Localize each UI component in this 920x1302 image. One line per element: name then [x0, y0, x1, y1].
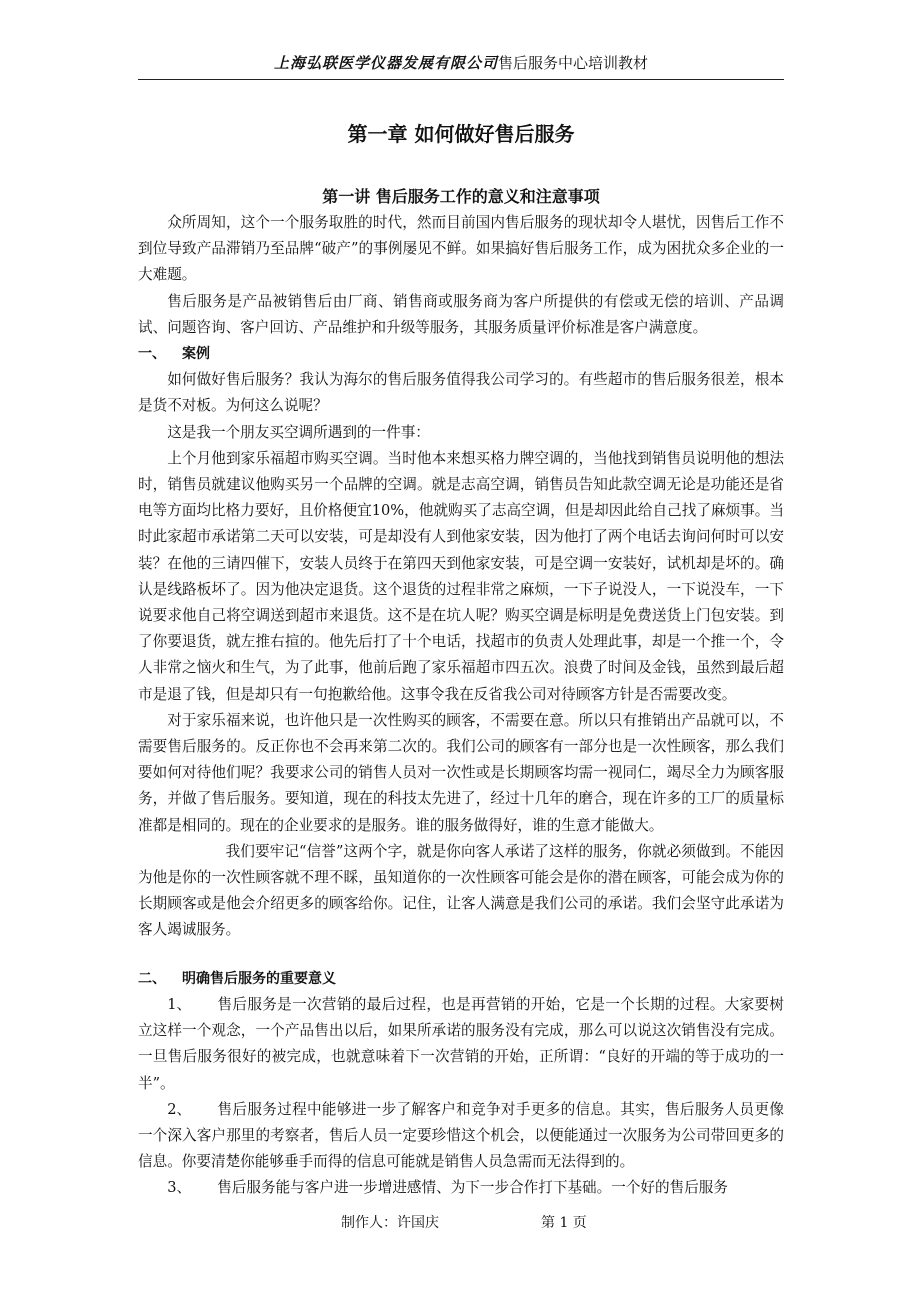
list-item — [138, 1097, 784, 1176]
section-title: 案例 — [182, 346, 210, 363]
intro-paragraph: 售后服务是产品被销售后由厂商、销售商或服务商为客户所提供的有偿或无偿的培训、产品调试、问题咨询、客户回访、产品维护和升级等服务，其服务质量评价标准是客户满意度。 — [138, 292, 784, 336]
page-number: 第 1 页 — [541, 1215, 587, 1231]
section-heading-case — [138, 341, 784, 367]
case-paragraph: 对于家乐福来说，也许他只是一次性购买的顾客，不需要在意。所以只有推销出产品就可以，不需要售后服务的。反正你也不会再来第二次的。我们公司的顾客有一部分也是一次性顾客，那么我们要如何对待他们呢？我要求公司的销售人员对一次性或是长期顾客均需一视同仁，竭尽全力为顾客服务，并做了售后服务。要知道，现在的科技太先进了，经过十几年的磨合，现在许多的工厂的质量标准都是相同的。现在的企业要求的是服务。谁的服务做得好，谁的生意才能做大。 — [138, 711, 784, 834]
list-item-text: 售后服务过程中能够进一步了解客户和竞争对手更多的信息。其实，售后服务人员更像一个深入客户那里的考察者，售后人员一定要珍惜这个机会，以便能通过一次服务为公司带回更多的信息。你要清楚你能够垂手而得的信息可能就是销售人员急需而无法得到的。 — [138, 1100, 784, 1171]
company-name: 上海弘联医学仪器发展有限公司 — [273, 54, 498, 72]
case-paragraph: 上个月他到家乐福超市购买空调。当时他本来想买格力牌空调的，当他找到销售员说明他的想法时，销售员就建议他购买另一个品牌的空调。就是志高空调，销售员告知此款空调无论是功能还是省电等方面均比格力要好，且价格便宜10%，他就购买了志高空调，但是却因此给自己找了麻烦事。当时此家超市承诺第二天可以安装，可是却没有人到他家安装，因为他打了两个电话去询问何时可以安装？在他的三请四催下，安装人员终于在第四天到他家安装，可是空调一安装好，试机却是坏的。确认是线路板坏了。因为他决定退货。这个退货的过程非常之麻烦，一下子说没人，一下说没车，一下说要求他自己将空调送到超市来退货。这不是在坑人呢？购买空调是标明是免费送货上门包安装。到了你要退货，就左推右揎的。他先后打了十个电话，找超市的负责人处理此事，却是一个推一个，令人非常之恼火和生气，为了此事，他前后跑了家乐福超市四五次。浪费了时间及金钱，虽然到最后超市是退了钱，但是却只有一句抱歉给他。这事令我在反省我公司对待顾客方针是否需要改变。 — [138, 449, 784, 703]
document-body — [138, 118, 784, 1202]
footer-maker: 制作人：许国庆 — [341, 1215, 439, 1231]
section-title: 明确售后服务的重要意义 — [182, 970, 336, 987]
lecture-title: 第一讲 售后服务工作的意义和注意事项 — [322, 187, 600, 206]
case-paragraph: 这是我一个朋友买空调所遇到的一件事： — [167, 423, 430, 441]
spacer — [138, 944, 784, 966]
section-number: 一、 — [138, 346, 166, 363]
header-subtitle: 售后服务中心培训教材 — [498, 54, 649, 72]
intro-paragraph: 众所周知，这个一个服务取胜的时代，然而目前国内售后服务的现状却令人堪忧，因售后工作不到位导致产品滞销乃至品牌“破产”的事例屡见不鲜。如果搞好售后服务工作，成为困扰众多企业的一大难题。 — [138, 214, 784, 284]
case-paragraph: 我们要牢记“信誉”这两个字，就是你向客人承诺了这样的服务，你就必须做到。不能因为他是你的一次性顾客就不理不睬，虽知道你的一次性顾客可能会是你的潜在顾客，可能会成为你的长期顾客或是他会介绍更多的顾客给你。记住，让客人满意是我们公司的承诺。我们会坚守此承诺为客人竭诚服务。 — [138, 842, 784, 939]
list-item-number: 1、 — [167, 995, 192, 1013]
list-item-text: 售后服务是一次营销的最后过程，也是再营销的开始，它是一个长期的过程。大家要树立这样一个观念，一个产品售出以后，如果所承诺的服务没有完成，那么可以说这次销售没有完成。一旦售后服务很好的被完成，也就意味着下一次营销的开始，正所谓：“良好的开端的等于成功的一半”。 — [138, 995, 784, 1092]
list-item-text: 售后服务能与客户进一步增进感情、为下一步合作打下基础。一个好的售后服务 — [217, 1179, 728, 1197]
page-header — [138, 52, 784, 80]
list-item — [138, 992, 784, 1097]
section-number: 二、 — [138, 970, 166, 987]
case-paragraph: 如何做好售后服务？我认为海尔的售后服务值得我公司学习的。有些超市的售后服务很差，根本是货不对板。为何这么说呢？ — [138, 371, 784, 415]
chapter-title: 第一章 如何做好售后服务 — [347, 122, 575, 146]
list-item-number: 2、 — [167, 1100, 192, 1118]
section-heading-importance — [138, 966, 784, 992]
list-item — [138, 1175, 784, 1201]
list-item-number: 3、 — [167, 1179, 192, 1197]
